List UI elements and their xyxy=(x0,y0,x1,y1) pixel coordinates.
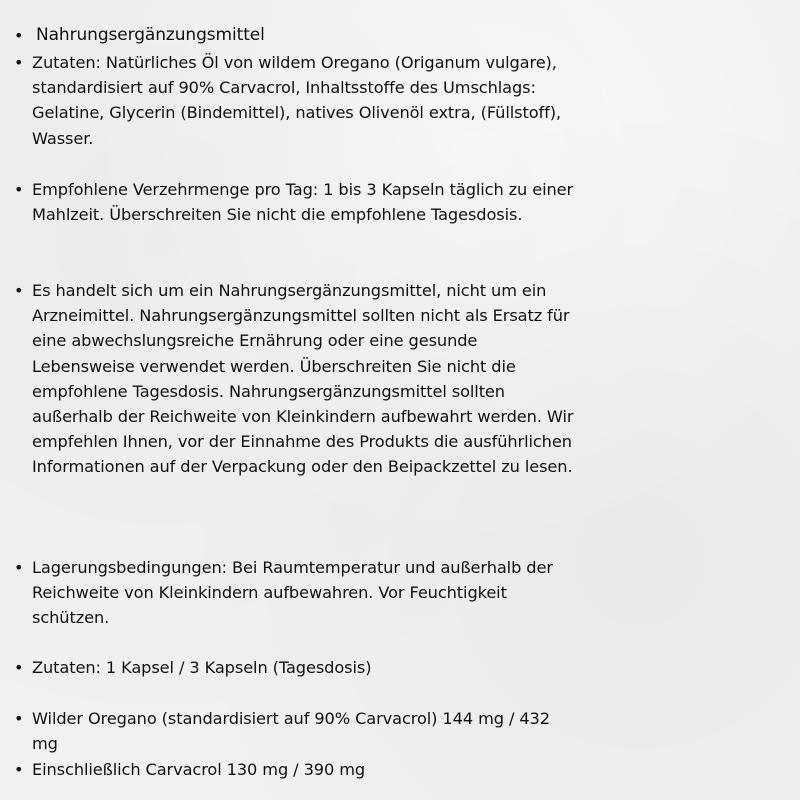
list-item-text: Zutaten: Natürliches Öl von wildem Oregano (Origanum vulgare), standardisiert auf 90% Carvacrol, Inhaltsstoffe des Umschlags: Gelatine, Glycerin (Bindemittel), natives Olivenöl extra, (Füllstoff), Wasser. xyxy=(32,53,561,148)
bullet-icon: • xyxy=(14,558,24,577)
document-title: Nahrungsergänzungsmittel xyxy=(36,25,265,45)
list-item-text: Einschließlich Carvacrol 130 mg / 390 mg xyxy=(32,760,366,779)
list-item-text: Es handelt sich um ein Nahrungsergänzungsmittel, nicht um ein Arzneimittel. Nahrungsergänzungsmittel sollten nicht als Ersatz für eine abwechslungsreiche Ernährung oder eine gesunde Lebensweise verwendet werden. Überschreiten Sie nicht die empfohlene Tagesdosis. Nahrungsergänzungsmittel sollten außerhalb der Reichweite von Kleinkindern aufbewahrt werden. Wir empfehlen Ihnen, vor der Einnahme des Produkts die ausführlichen Informationen auf der Verpackung oder den Beipackzettel zu lesen. xyxy=(32,281,574,477)
bullet-icon: • xyxy=(14,709,24,728)
list-item-text: Empfohlene Verzehrmenge pro Tag: 1 bis 3 Kapseln täglich zu einer Mahlzeit. Überschreiten Sie nicht die empfohlene Tagesdosis. xyxy=(32,180,574,225)
bullet-icon: • xyxy=(14,53,24,72)
bullet-icon: • xyxy=(14,26,24,45)
list-item-oregano xyxy=(14,706,574,756)
list-item-carvacrol xyxy=(14,757,574,782)
bullet-icon: • xyxy=(14,658,24,677)
list-item-disclaimer xyxy=(14,278,574,480)
list-item-text: Zutaten: 1 Kapsel / 3 Kapseln (Tagesdosis) xyxy=(32,658,372,677)
bullet-icon: • xyxy=(14,760,24,779)
list-item-title xyxy=(12,23,572,48)
list-item-ingredients xyxy=(14,50,574,151)
list-item-storage xyxy=(14,555,574,631)
list-item-serving xyxy=(14,655,574,680)
bullet-icon: • xyxy=(14,180,24,199)
list-item-text: Lagerungsbedingungen: Bei Raumtemperatur und außerhalb der Reichweite von Kleinkindern aufbewahren. Vor Feuchtigkeit schützen. xyxy=(32,558,553,628)
list-item-text: Wilder Oregano (standardisiert auf 90% Carvacrol) 144 mg / 432 mg xyxy=(32,709,550,754)
bullet-icon: • xyxy=(14,281,24,300)
list-item-dosage xyxy=(14,177,574,227)
